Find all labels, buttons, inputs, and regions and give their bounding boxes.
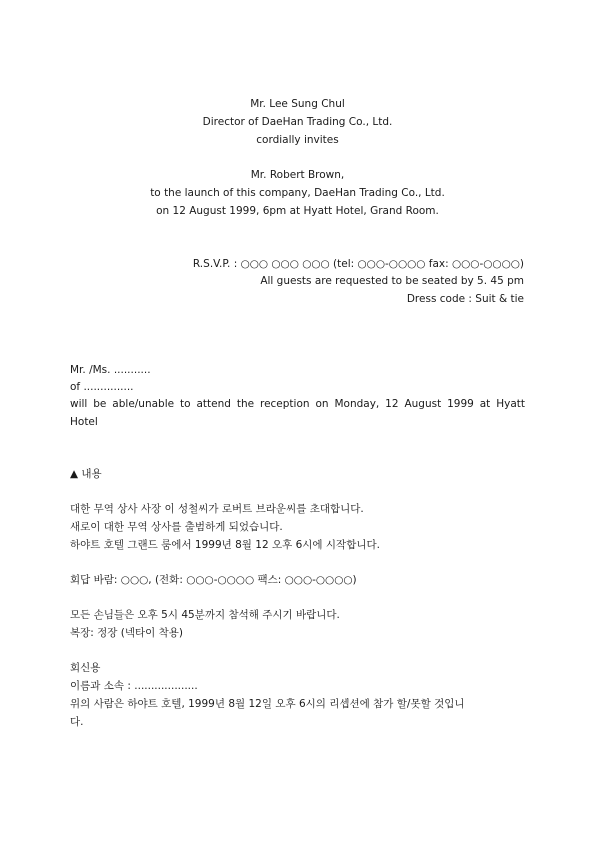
korean-heading: ▲ 내용 [70, 468, 102, 480]
rsvp-line: R.S.V.P. : ○○○ ○○○ ○○○ (tel: ○○○-○○○○ fax: ○○○-○○○○) [192, 258, 524, 270]
korean-rsvp: 회답 바람: ○○○, (전화: ○○○-○○○○ 팩스: ○○○-○○○○) [70, 574, 357, 586]
seated-line: All guests are requested to be seated by 5. 45 pm [260, 275, 524, 287]
event-line: to the launch of this company, DaeHan Trading Co., Ltd. [150, 187, 445, 199]
reply-attend-line-1: will be able/unable to attend the reception on Monday, 12 August 1999 at Hyatt [70, 398, 525, 410]
korean-body-2: 새로이 대한 무역 상사를 출범하게 되었습니다. [70, 521, 283, 533]
guest-name: Mr. Robert Brown, [250, 169, 345, 181]
cordially-invites: cordially invites [256, 134, 339, 146]
korean-body-1: 대한 무역 상사 사장 이 성철씨가 로버트 브라운씨를 초대합니다. [70, 503, 364, 515]
korean-reply-name: 이름과 소속 : ................... [70, 680, 198, 692]
dress-code-line: Dress code : Suit & tie [406, 293, 524, 305]
korean-reply-heading: 회신용 [70, 662, 101, 674]
host-name: Mr. Lee Sung Chul [250, 98, 345, 110]
korean-body-3: 하야트 호텔 그랜드 룸에서 1999년 8월 12 오후 6시에 시작합니다. [70, 539, 380, 551]
korean-reply-body-2: 다. [70, 716, 84, 728]
korean-seated: 모든 손님들은 오후 5시 45분까지 참석해 주시기 바랍니다. [70, 609, 340, 621]
korean-reply-body-1: 위의 사람은 하야트 호텔, 1999년 8월 12일 오후 6시의 리셉션에 참가 할/못할 것입니 [70, 698, 465, 710]
reply-attend-line-2: Hotel [70, 416, 98, 428]
korean-dress: 복장: 정장 (넥타이 착용) [70, 627, 184, 639]
reply-of-line: of ............... [70, 381, 134, 393]
date-line: on 12 August 1999, 6pm at Hyatt Hotel, Grand Room. [156, 205, 439, 217]
reply-name-line: Mr. /Ms. ........... [70, 364, 151, 376]
host-title: Director of DaeHan Trading Co., Ltd. [202, 116, 393, 128]
